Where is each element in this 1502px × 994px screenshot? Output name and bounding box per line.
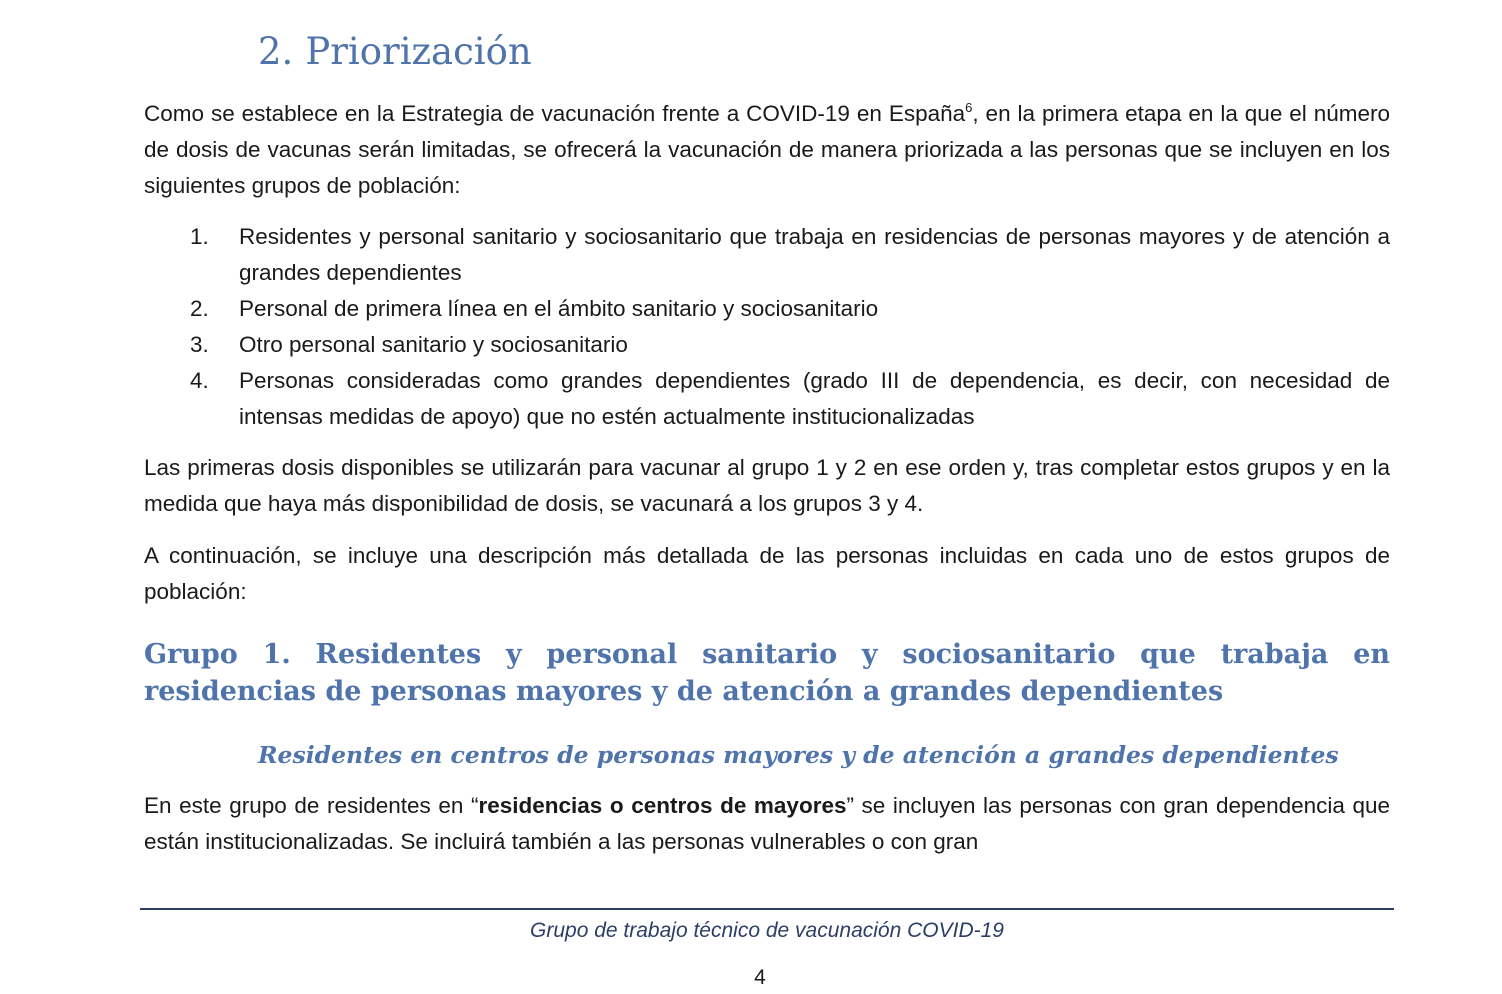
description-intro-paragraph: A continuación, se incluye una descripción más detallada de las personas incluidas en cada uno de estos grupos de población: [144, 543, 1390, 604]
priority-groups-list [190, 219, 1390, 435]
footnote-reference[interactable]: 6 [965, 100, 973, 115]
list-marker: 4. [190, 368, 209, 393]
list-item [190, 327, 1390, 363]
residents-subheading: Residentes en centros de personas mayores y de atención a grandes dependientes [258, 741, 1339, 769]
list-item [190, 291, 1390, 327]
vaccination-order-paragraph: Las primeras dosis disponibles se utilizarán para vacunar al grupo 1 y 2 en ese orden y, tras completar estos grupos y en la medida que haya más disponibilidad de dosis, se vacunará a los grupos 3 y 4. [144, 455, 1390, 516]
section-heading [258, 30, 532, 73]
section-number: 2. [258, 30, 294, 73]
list-item [190, 363, 1390, 435]
residents-text-end: ” se incluyen las personas con gran dependencia que están institucionalizadas. Se incluirá también a las personas vulnerables o con gran [144, 793, 1391, 854]
page-number: 4 [754, 966, 766, 989]
list-item-text: Otro personal sanitario y sociosanitario [239, 332, 628, 357]
list-marker: 2. [190, 296, 209, 321]
section-title: Priorización [305, 30, 532, 73]
intro-paragraph [144, 96, 1390, 204]
list-item-text: Residentes y personal sanitario y sociosanitario que trabaja en residencias de personas mayores y de atención a grandes dependientes [239, 224, 1390, 285]
list-marker: 3. [190, 332, 209, 357]
group1-heading: Grupo 1. Residentes y personal sanitario y sociosanitario que trabaja en residencias de personas mayores y de atención a grandes dependientes [144, 639, 1390, 707]
footer-text: Grupo de trabajo técnico de vacunación COVID-19 [530, 919, 1004, 942]
intro-text-end: , en la primera etapa en la que el número de dosis de vacunas serán limitadas, se ofrecerá la vacunación de manera priorizada a las personas que se incluyen en los siguientes grupos de población: [144, 101, 1390, 198]
list-item [190, 219, 1390, 291]
list-item-text: Personal de primera línea en el ámbito sanitario y sociosanitario [239, 296, 879, 321]
footer-divider [140, 908, 1394, 910]
list-marker: 1. [190, 224, 209, 249]
residents-paragraph [144, 788, 1390, 860]
residents-bold-term: residencias o centros de mayores [478, 793, 847, 818]
intro-text-start: Como se establece en la Estrategia de vacunación frente a COVID-19 en España [144, 101, 966, 126]
list-item-text: Personas consideradas como grandes dependientes (grado III de dependencia, es decir, con necesidad de intensas medidas de apoyo) que no estén actualmente institucionalizadas [239, 368, 1390, 429]
residents-text-start: En este grupo de residentes en “ [144, 793, 479, 818]
